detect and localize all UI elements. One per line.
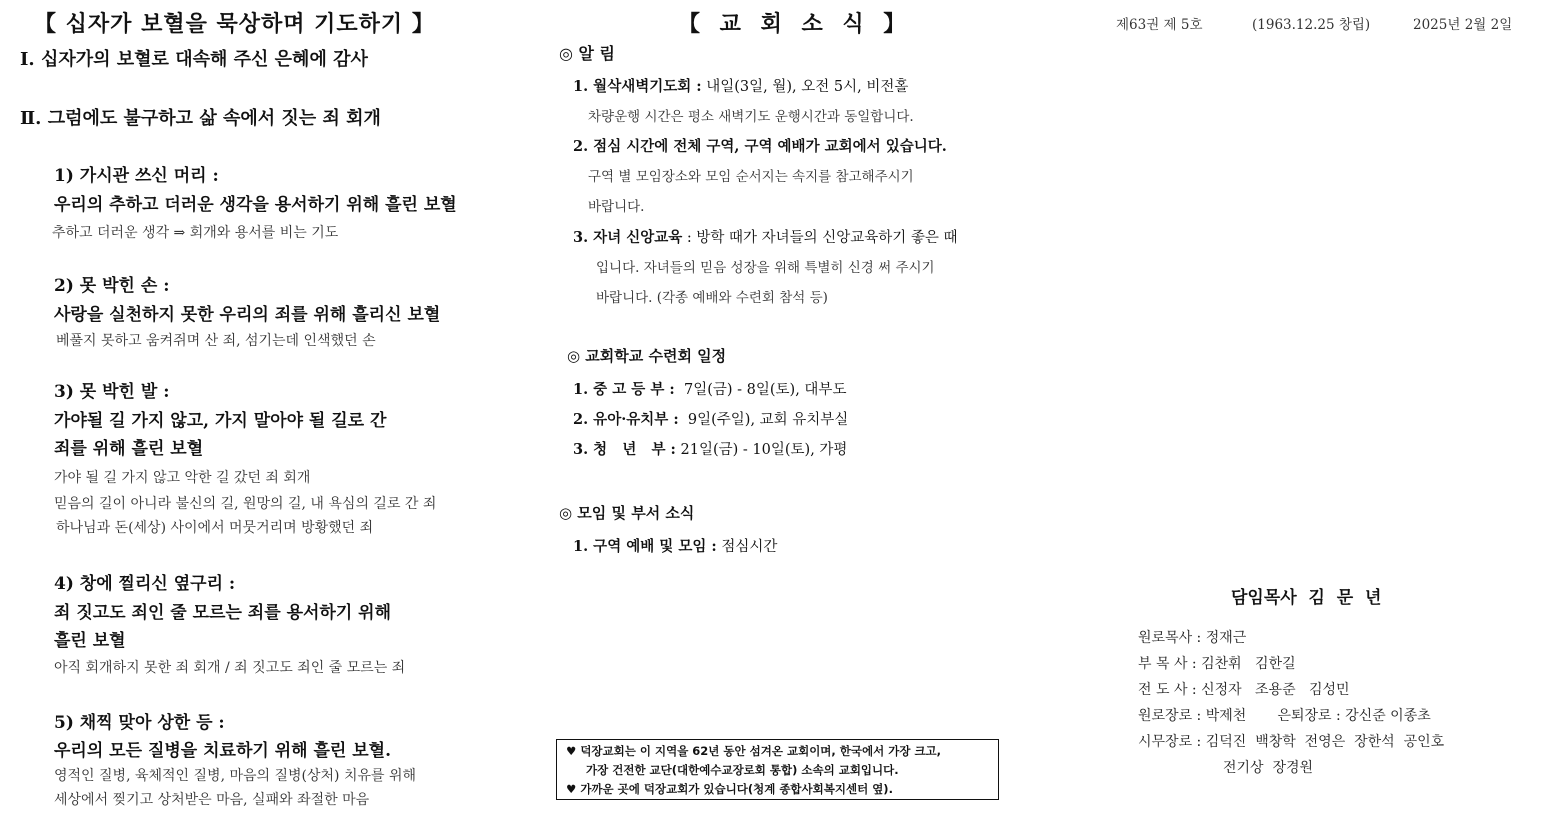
- notice-item-3-line-3: 바랍니다. (각종 예배와 수련회 참석 등): [596, 290, 828, 306]
- church-info-box: [556, 739, 999, 800]
- section-2-heading: Ⅱ. 그럼에도 불구하고 삶 속에서 짓는 죄 회개: [20, 108, 381, 129]
- notice-item-3-line-2: 입니다. 자녀들의 믿음 성장을 위해 특별히 신경 써 주시기: [596, 260, 935, 276]
- item-1-heading: 1) 가시관 쓰신 머리 :: [54, 166, 219, 186]
- retreat-row-2-label: 2. 유아·유치부 :: [573, 411, 679, 428]
- item-4-note: 아직 회개하지 못한 죄 회개 / 죄 짓고도 죄인 줄 모르는 죄: [54, 660, 406, 676]
- groups-item-1-title: 1. 구역 예배 및 모임 :: [573, 538, 717, 555]
- notice-item-2-line-2: 구역 별 모임장소와 모임 순서지는 속지를 참고해주시기: [588, 169, 914, 185]
- item-3-line-2: 죄를 위해 흘린 보혈: [54, 439, 204, 459]
- item-3-heading: 3) 못 박힌 발 :: [54, 382, 170, 402]
- notice-heading: ◎ 알 림: [559, 44, 616, 63]
- staff-row-4: [1138, 705, 1431, 725]
- news-title: 【 교 회 소 식 】: [678, 11, 912, 37]
- retreat-row-3-label: 3. 청 년 부 :: [573, 441, 676, 458]
- notice-item-1-title: 1. 월삭새벽기도회 :: [573, 78, 702, 95]
- staff-row-2-label: 부 목 사 :: [1138, 656, 1197, 672]
- staff-row-4-label: 원로장로 :: [1138, 708, 1202, 724]
- item-3-note-1: 가야 될 길 가지 않고 악한 길 갔던 죄 회개: [54, 470, 311, 486]
- item-4-line-1: 죄 짓고도 죄인 줄 모르는 죄를 용서하기 위해: [54, 603, 392, 623]
- staff-row-3-names: 신정자 조용준 김성민: [1201, 682, 1350, 698]
- groups-heading: ◎ 모임 및 부서 소식: [559, 504, 695, 522]
- section-1-heading: Ⅰ. 십자가의 보혈로 대속해 주신 은혜에 감사: [20, 49, 368, 70]
- staff-row-5: [1138, 731, 1444, 751]
- church-info-line-3: ♥ 가까운 곳에 덕장교회가 있습니다(청계 종합사회복지센터 옆).: [566, 782, 893, 796]
- notice-item-3-text: : 방학 때가 자녀들의 신앙교육하기 좋은 때: [682, 230, 958, 246]
- retreat-row-3-text: 21일(금) - 10일(토), 가평: [675, 442, 848, 458]
- item-4-heading: 4) 창에 찔리신 옆구리 :: [54, 574, 236, 594]
- retreat-row-1: [573, 378, 846, 399]
- notice-item-3: [573, 226, 958, 247]
- item-4-line-2: 흘린 보혈: [54, 631, 126, 651]
- staff-row-3-label: 전 도 사 :: [1138, 682, 1197, 698]
- item-5-note-2: 세상에서 찢기고 상처받은 마음, 실패와 좌절한 마음: [54, 792, 370, 808]
- founded-date: (1963.12.25 창립): [1252, 17, 1371, 33]
- item-2-note: 베풀지 못하고 움켜쥐며 산 죄, 섬기는데 인색했던 손: [56, 333, 376, 349]
- staff-row-3: [1138, 679, 1350, 699]
- staff-row-1-names: 정재근: [1205, 630, 1247, 646]
- staff-row-2-names: 김찬휘 김한길: [1201, 656, 1296, 672]
- retreat-row-1-label: 1. 중 고 등 부 :: [573, 381, 675, 398]
- item-1-note: 추하고 더러운 생각 ⇒ 회개와 용서를 비는 기도: [52, 225, 339, 241]
- notice-item-1-line-2: 차량운행 시간은 평소 새벽기도 운행시간과 동일합니다.: [588, 109, 914, 125]
- retreat-row-2-text: 9일(주일), 교회 유치부실: [678, 412, 849, 428]
- staff-row-4-names: 박제천 은퇴장로 : 강신준 이종초: [1205, 708, 1431, 724]
- notice-item-3-title: 3. 자녀 신앙교육: [573, 229, 683, 246]
- issue-date: 2025년 2월 2일: [1413, 17, 1513, 33]
- groups-item-1: [573, 535, 777, 556]
- staff-row-1: [1138, 627, 1246, 647]
- staff-row-6-names: 전기상 장경원: [1223, 760, 1314, 776]
- retreat-row-2: [573, 408, 848, 429]
- notice-item-1: [573, 75, 908, 96]
- item-3-line-1: 가야될 길 가지 않고, 가지 말아야 될 길로 간: [54, 411, 387, 431]
- retreat-heading: ◎ 교회학교 수련회 일정: [567, 347, 727, 365]
- item-3-note-2: 믿음의 길이 아니라 불신의 길, 원망의 길, 내 욕심의 길로 간 죄: [54, 496, 437, 512]
- item-5-heading: 5) 채찍 맞아 상한 등 :: [54, 713, 225, 733]
- retreat-row-3: [573, 438, 847, 459]
- church-info-line-1: ♥ 덕장교회는 이 지역을 62년 동안 섬겨온 교회이며, 한국에서 가장 크고,: [566, 744, 942, 758]
- item-1-line: 우리의 추하고 더러운 생각을 용서하기 위해 흘린 보혈: [54, 195, 457, 215]
- notice-item-2-title: 2. 점심 시간에 전체 구역, 구역 예배가 교회에서 있습니다.: [573, 138, 947, 155]
- senior-pastor: 담임목사 김 문 년: [1231, 588, 1382, 608]
- item-2-heading: 2) 못 박힌 손 :: [54, 276, 170, 296]
- item-2-line: 사랑을 실천하지 못한 우리의 죄를 위해 흘리신 보혈: [54, 305, 441, 325]
- notice-item-1-text: 내일(3일, 월), 오전 5시, 비전홀: [701, 79, 909, 95]
- staff-row-5-label: 시무장로 :: [1138, 734, 1202, 750]
- prayer-title: 【 십자가 보혈을 묵상하며 기도하기 】: [34, 11, 435, 37]
- staff-row-1-label: 원로목사 :: [1138, 630, 1202, 646]
- staff-row-5-names: 김덕진 백창학 전영은 장한석 공인호: [1205, 734, 1445, 750]
- groups-item-1-text: 점심시간: [716, 539, 778, 555]
- item-5-note-1: 영적인 질병, 육체적인 질병, 마음의 질병(상처) 치유를 위해: [54, 768, 417, 784]
- church-info-line-2: 가장 건전한 교단(대한예수교장로회 통합) 소속의 교회입니다.: [586, 763, 899, 777]
- notice-item-2-line-3: 바랍니다.: [588, 199, 645, 215]
- item-3-note-3: 하나님과 돈(세상) 사이에서 머뭇거리며 방황했던 죄: [56, 520, 374, 536]
- staff-row-2: [1138, 653, 1296, 673]
- item-5-line: 우리의 모든 질병을 치료하기 위해 흘린 보혈.: [54, 741, 392, 761]
- volume-number: 제63권 제 5호: [1116, 17, 1203, 33]
- retreat-row-1-text: 7일(금) - 8일(토), 대부도: [674, 382, 847, 398]
